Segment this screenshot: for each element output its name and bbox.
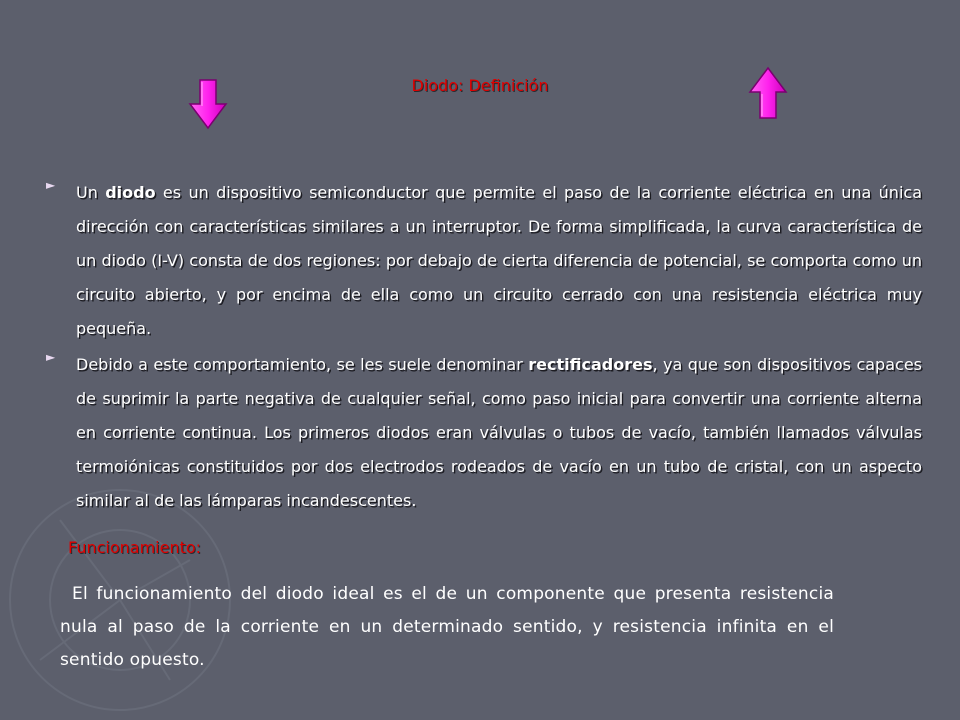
- bullet-text-start: Un: [76, 183, 106, 202]
- bullet-triangle-icon: ►: [46, 178, 56, 192]
- bullet-text: [76, 348, 922, 518]
- arrow-down-icon[interactable]: [188, 78, 228, 130]
- slide-title: Diodo: Definición: [411, 76, 549, 95]
- bullet-bold-term: diodo: [105, 183, 156, 202]
- bullet-text-start: Debido a este comportamiento, se les suele denominar: [76, 355, 529, 374]
- bullet-text: [76, 176, 922, 346]
- bullet-triangle-icon: ►: [46, 350, 56, 364]
- body-paragraph: El funcionamiento del diodo ideal es el de un componente que presenta resistencia nula al paso de la corriente en un determinado sentido, y resistencia infinita en el sentido opuesto.: [60, 584, 834, 670]
- bullet-item-diodo: [46, 176, 922, 346]
- bullet-text-rest: , ya que son dispositivos capaces de suprimir la parte negativa de cualquier señal, como paso inicial para convertir una corriente alterna en corriente continua. Los primeros diodos eran válvulas o tubos de vacío, también llamados válvulas termoiónicas constituidos por dos electrodos rodeados de vacío en un tubo de cristal, con un aspecto similar al de las lámparas incandescentes.: [76, 355, 922, 510]
- arrow-up-icon[interactable]: [748, 66, 788, 120]
- bullet-list: [46, 176, 922, 520]
- section-subheading: Funcionamiento:: [68, 538, 202, 557]
- bullet-bold-term: rectificadores: [528, 355, 653, 374]
- bullet-text-rest: es un dispositivo semiconductor que permite el paso de la corriente eléctrica en una única dirección con características similares a un interruptor. De forma simplificada, la curva característica de un diodo (I-V) consta de dos regiones: por debajo de cierta diferencia de potencial, se comporta como un circuito abierto, y por encima de ella como un circuito cerrado con una resistencia eléctrica muy pequeña.: [76, 183, 922, 338]
- bullet-item-rectificadores: [46, 348, 922, 518]
